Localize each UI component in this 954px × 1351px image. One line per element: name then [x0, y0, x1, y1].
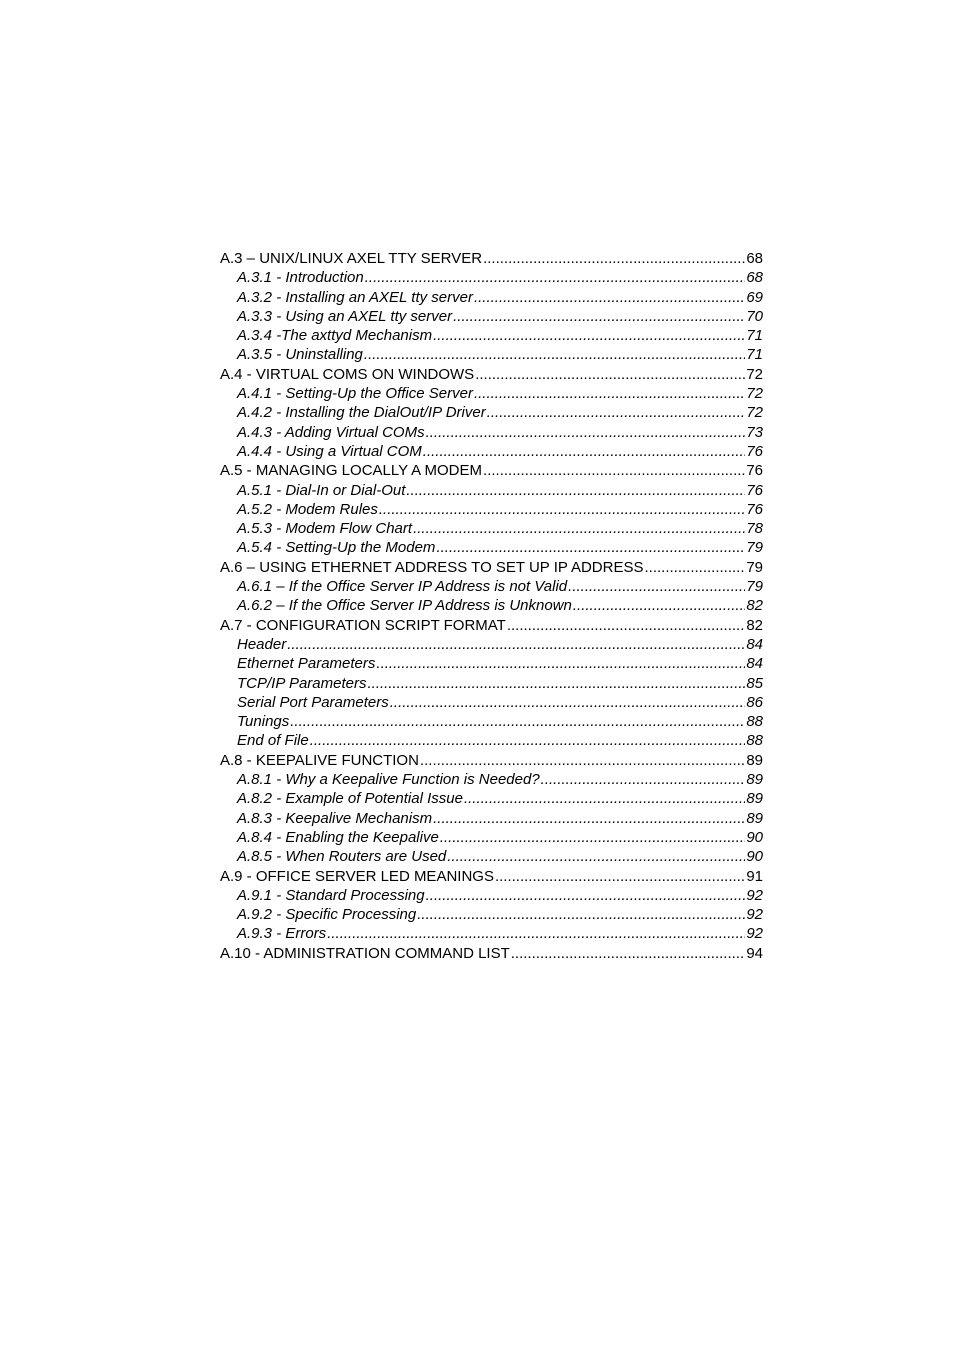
toc-entry-title: A.3.3 - Using an AXEL tty server: [237, 307, 453, 325]
toc-subsection-entry[interactable]: [220, 596, 763, 615]
toc-subsection-entry[interactable]: [220, 268, 763, 287]
toc-dot-leader: [568, 577, 745, 596]
toc-entry-title: A.9.3 - Errors: [237, 925, 327, 943]
toc-entry-title: A.3.2 - Installing an AXEL tty server: [237, 288, 473, 306]
toc-subsection-entry[interactable]: [220, 423, 763, 442]
toc-subsection-entry[interactable]: [220, 442, 763, 461]
toc-subsection-entry[interactable]: [220, 712, 763, 731]
toc-entry-title: A.8.4 - Enabling the Keepalive: [237, 828, 439, 846]
toc-subsection-entry[interactable]: [220, 403, 763, 422]
toc-entry-page-number: 69: [746, 288, 763, 306]
toc-entry-page-number: 92: [746, 906, 763, 924]
toc-entry-title: A.8.1 - Why a Keepalive Function is Needed?: [237, 771, 540, 789]
toc-entry-page-number: 92: [746, 886, 763, 904]
toc-entry-page-number: 89: [746, 771, 763, 789]
toc-dot-leader: [541, 770, 746, 789]
toc-subsection-entry[interactable]: [220, 847, 763, 866]
toc-entry-title: A.4.1 - Setting-Up the Office Server: [237, 385, 473, 403]
toc-subsection-entry[interactable]: [220, 384, 763, 403]
toc-dot-leader: [365, 268, 746, 287]
toc-dot-leader: [420, 751, 745, 770]
toc-entry-page-number: 82: [746, 597, 763, 615]
toc-entry-page-number: 94: [746, 944, 763, 962]
toc-entry-title: A.4.4 - Using a Virtual COM: [237, 442, 422, 460]
toc-subsection-entry[interactable]: [220, 345, 763, 364]
toc-entry-title: Serial Port Parameters: [237, 693, 389, 711]
toc-entry-title: A.8 - KEEPALIVE FUNCTION: [220, 751, 419, 769]
toc-subsection-entry[interactable]: [220, 481, 763, 500]
toc-subsection-entry[interactable]: [220, 307, 763, 326]
toc-entry-page-number: 76: [746, 462, 763, 480]
toc-dot-leader: [290, 712, 745, 731]
toc-subsection-entry[interactable]: [220, 924, 763, 943]
toc-entry-title: A.3.5 - Uninstalling: [237, 346, 363, 364]
toc-entry-title: A.6.2 – If the Office Server IP Address is Unknown: [237, 597, 572, 615]
toc-entry-page-number: 79: [746, 578, 763, 596]
toc-entry-page-number: 90: [746, 848, 763, 866]
toc-entry-title: A.8.3 - Keepalive Mechanism: [237, 809, 433, 827]
toc-dot-leader: [376, 654, 745, 673]
toc-entry-title: A.9.2 - Specific Processing: [237, 906, 417, 924]
toc-entry-page-number: 70: [746, 307, 763, 325]
toc-dot-leader: [464, 789, 745, 808]
toc-entry-title: A.9 - OFFICE SERVER LED MEANINGS: [220, 867, 494, 885]
toc-entry-title: A.6.1 – If the Office Server IP Address is not Valid: [237, 578, 568, 596]
toc-section-entry[interactable]: [220, 944, 763, 963]
toc-entry-page-number: 79: [746, 539, 763, 557]
toc-entry-page-number: 71: [746, 346, 763, 364]
toc-section-entry[interactable]: [220, 461, 763, 480]
toc-entry-title: Ethernet Parameters: [237, 655, 376, 673]
toc-entry-title: A.5.2 - Modem Rules: [237, 500, 378, 518]
toc-dot-leader: [423, 442, 746, 461]
toc-entry-title: A.10 - ADMINISTRATION COMMAND LIST: [220, 944, 510, 962]
toc-dot-leader: [440, 828, 746, 847]
toc-entry-title: A.5 - MANAGING LOCALLY A MODEM: [220, 462, 483, 480]
toc-entry-title: A.3.4 -The axttyd Mechanism: [237, 327, 433, 345]
toc-dot-leader: [367, 674, 745, 693]
toc-dot-leader: [453, 307, 745, 326]
toc-dot-leader: [413, 519, 745, 538]
toc-dot-leader: [379, 500, 745, 519]
toc-entry-title: A.5.4 - Setting-Up the Modem: [237, 539, 436, 557]
toc-entry-title: Header: [237, 635, 287, 653]
toc-section-entry[interactable]: [220, 249, 763, 268]
toc-subsection-entry[interactable]: [220, 905, 763, 924]
toc-entry-page-number: 84: [746, 655, 763, 673]
toc-subsection-entry[interactable]: [220, 693, 763, 712]
toc-dot-leader: [436, 538, 745, 557]
toc-entry-page-number: 72: [746, 385, 763, 403]
toc-entry-title: A.8.5 - When Routers are Used: [237, 848, 447, 866]
toc-dot-leader: [475, 365, 745, 384]
toc-entry-page-number: 89: [746, 751, 763, 769]
toc-subsection-entry[interactable]: [220, 288, 763, 307]
toc-subsection-entry[interactable]: [220, 538, 763, 557]
toc-entry-title: A.9.1 - Standard Processing: [237, 886, 425, 904]
toc-subsection-entry[interactable]: [220, 770, 763, 789]
toc-entry-page-number: 76: [746, 481, 763, 499]
toc-subsection-entry[interactable]: [220, 674, 763, 693]
toc-subsection-entry[interactable]: [220, 809, 763, 828]
toc-dot-leader: [483, 461, 745, 480]
toc-section-entry[interactable]: [220, 616, 763, 635]
toc-dot-leader: [474, 288, 745, 307]
toc-dot-leader: [433, 326, 745, 345]
toc-dot-leader: [327, 924, 745, 943]
toc-entry-page-number: 88: [746, 713, 763, 731]
toc-subsection-entry[interactable]: [220, 500, 763, 519]
toc-entry-title: TCP/IP Parameters: [237, 674, 367, 692]
toc-dot-leader: [390, 693, 746, 712]
toc-entry-title: A.5.3 - Modem Flow Chart: [237, 520, 413, 538]
toc-entry-page-number: 90: [746, 828, 763, 846]
toc-dot-leader: [507, 616, 745, 635]
toc-entry-title: A.6 – USING ETHERNET ADDRESS TO SET UP IP ADDRESS: [220, 558, 644, 576]
toc-entry-page-number: 72: [746, 365, 763, 383]
toc-entry-page-number: 89: [746, 809, 763, 827]
toc-dot-leader: [426, 423, 746, 442]
toc-entry-page-number: 84: [746, 635, 763, 653]
toc-entry-page-number: 73: [746, 423, 763, 441]
toc-entry-page-number: 71: [746, 327, 763, 345]
toc-subsection-entry[interactable]: [220, 789, 763, 808]
toc-dot-leader: [474, 384, 745, 403]
toc-dot-leader: [487, 403, 746, 422]
toc-subsection-entry[interactable]: [220, 886, 763, 905]
toc-section-entry[interactable]: [220, 558, 763, 577]
toc-dot-leader: [573, 596, 745, 615]
toc-entry-title: A.3 – UNIX/LINUX AXEL TTY SERVER: [220, 250, 483, 267]
toc-dot-leader: [406, 481, 745, 500]
toc-entry-title: End of File: [237, 732, 309, 750]
toc-entry-title: A.4.3 - Adding Virtual COMs: [237, 423, 425, 441]
toc-entry-title: A.8.2 - Example of Potential Issue: [237, 790, 463, 808]
toc-entry-title: Tunings: [237, 713, 290, 731]
toc-section-entry[interactable]: [220, 867, 763, 886]
toc-entry-page-number: 85: [746, 674, 763, 692]
toc-entry-page-number: 92: [746, 925, 763, 943]
toc-dot-leader: [287, 635, 745, 654]
toc-section-entry[interactable]: [220, 365, 763, 384]
toc-section-entry[interactable]: [220, 751, 763, 770]
toc-dot-leader: [417, 905, 745, 924]
toc-dot-leader: [433, 809, 745, 828]
toc-entry-page-number: 68: [746, 269, 763, 287]
toc-entry-page-number: 68: [746, 250, 763, 267]
toc-subsection-entry[interactable]: [220, 635, 763, 654]
toc-entry-page-number: 78: [746, 520, 763, 538]
toc-subsection-entry[interactable]: [220, 326, 763, 345]
toc-entry-page-number: 76: [746, 500, 763, 518]
toc-entry-page-number: 76: [746, 442, 763, 460]
toc-dot-leader: [511, 944, 746, 963]
toc-subsection-entry[interactable]: [220, 519, 763, 538]
toc-entry-page-number: 88: [746, 732, 763, 750]
toc-entry-page-number: 91: [746, 867, 763, 885]
toc-entry-title: A.4.2 - Installing the DialOut/IP Driver: [237, 404, 486, 422]
toc-dot-leader: [483, 249, 745, 268]
toc-entry-title: A.5.1 - Dial-In or Dial-Out: [237, 481, 406, 499]
toc-dot-leader: [310, 731, 746, 750]
toc-entry-page-number: 89: [746, 790, 763, 808]
toc-entry-title: A.7 - CONFIGURATION SCRIPT FORMAT: [220, 616, 506, 634]
toc-subsection-entry[interactable]: [220, 577, 763, 596]
toc-subsection-entry[interactable]: [220, 828, 763, 847]
toc-dot-leader: [426, 886, 746, 905]
toc-dot-leader: [644, 558, 745, 577]
toc-dot-leader: [364, 345, 745, 364]
toc-entry-page-number: 86: [746, 693, 763, 711]
toc-entry-page-number: 72: [746, 404, 763, 422]
toc-subsection-entry[interactable]: [220, 731, 763, 750]
table-of-contents: [220, 249, 763, 963]
toc-entry-title: A.4 - VIRTUAL COMS ON WINDOWS: [220, 365, 475, 383]
toc-dot-leader: [447, 847, 745, 866]
toc-dot-leader: [495, 867, 745, 886]
toc-entry-page-number: 82: [746, 616, 763, 634]
toc-entry-title: A.3.1 - Introduction: [237, 269, 364, 287]
toc-entry-page-number: 79: [746, 558, 763, 576]
toc-subsection-entry[interactable]: [220, 654, 763, 673]
